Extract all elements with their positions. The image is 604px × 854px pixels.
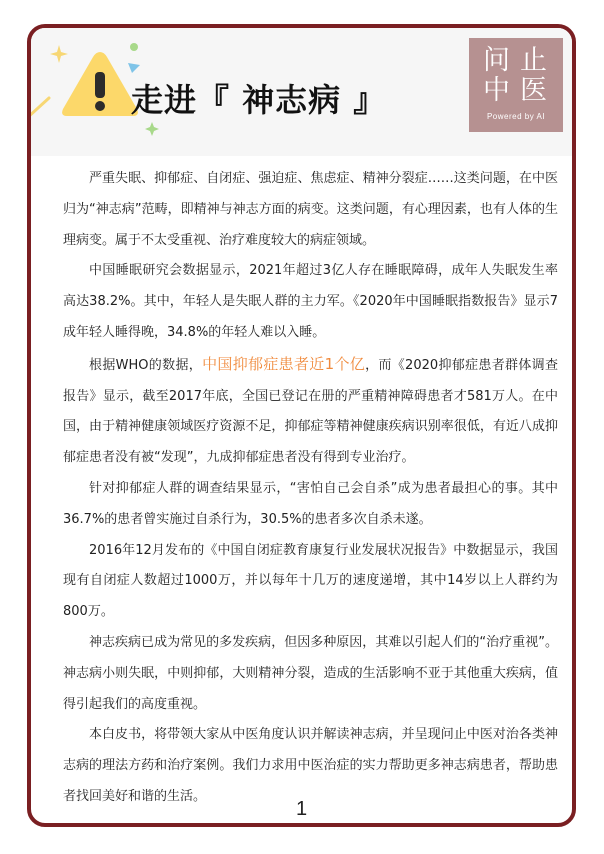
paragraph-2: 中国睡眠研究会数据显示，2021年超过3亿人存在睡眠障碍，成年人失眠发生率高达38.2%。其中，年轻人是失眠人群的主力军。《2020年中国睡眠指数报告》显示7成年轻人睡得晚，34.8%的年轻人难以入睡。 — [63, 263, 558, 340]
page-title: 走进『 神志病 』 — [131, 81, 387, 119]
paragraph-5: 2016年12月发布的《中国自闭症教育康复行业发展状况报告》中数据显示，我国现有自闭症人数超过1000万，并以每年十几万的速度递增，其中14岁以上人群约为800万。 — [63, 542, 558, 620]
paragraph-1: 严重失眠、抑郁症、自闭症、强迫症、焦虑症、精神分裂症……这类问题，在中医归为“神志病”范畴，即精神与神志方面的病变。这类问题，有心理因素，也有人体的生理病变。属于不太受重视、治疗难度较大的病症领域。 — [63, 171, 558, 248]
logo-line-1: 问止 — [483, 45, 557, 76]
paragraph-7: 本白皮书，将带领大家从中医角度认识并解读神志病，并呈现问止中医对治各类神志病的理法方药和治疗案例。我们力求用中医治症的实力帮助更多神志病患者，帮助患者找回美好和谐的生活。 — [63, 727, 558, 804]
page-number: 1 — [295, 798, 308, 820]
logo-tagline: Powered by AI — [486, 112, 546, 121]
page-frame — [27, 24, 576, 827]
highlight-statistic: 中国抑郁症患者近1个亿 — [202, 354, 366, 373]
sparkle-cross-icon — [145, 122, 159, 136]
paragraph-3-rest: ，而《2020抑郁症患者群体调查报告》显示，截至2017年底，全国已登记在册的严重精神障碍患者才581万人。在中国，由于精神健康领域医疗资源不足，抑郁症等精神健康疾病识别率很低，有近八成抑郁症患者没有被“发现”，九成抑郁症患者没有得到专业治疗。 — [63, 357, 558, 466]
article-body — [63, 164, 558, 813]
paragraph-6: 神志疾病已成为常见的多发疾病，但因多种原因，其难以引起人们的“治疗重视”。神志病小则失眠，中则抑郁，大则精神分裂，造成的生活影响不亚于其他重大疾病，值得引起我们的高度重视。 — [63, 634, 558, 712]
brand-logo — [469, 38, 563, 132]
paragraph-4: 针对抑郁症人群的调查结果显示，“害怕自己会自杀”成为患者最担心的事。其中36.7%的患者曾实施过自杀行为，30.5%的患者多次自杀未遂。 — [63, 480, 558, 527]
sparkle-line-icon — [27, 94, 53, 120]
paragraph-3-lead: 根据WHO的数据， — [89, 357, 203, 373]
logo-line-2: 中医 — [483, 75, 557, 106]
paragraph-3 — [63, 349, 558, 474]
